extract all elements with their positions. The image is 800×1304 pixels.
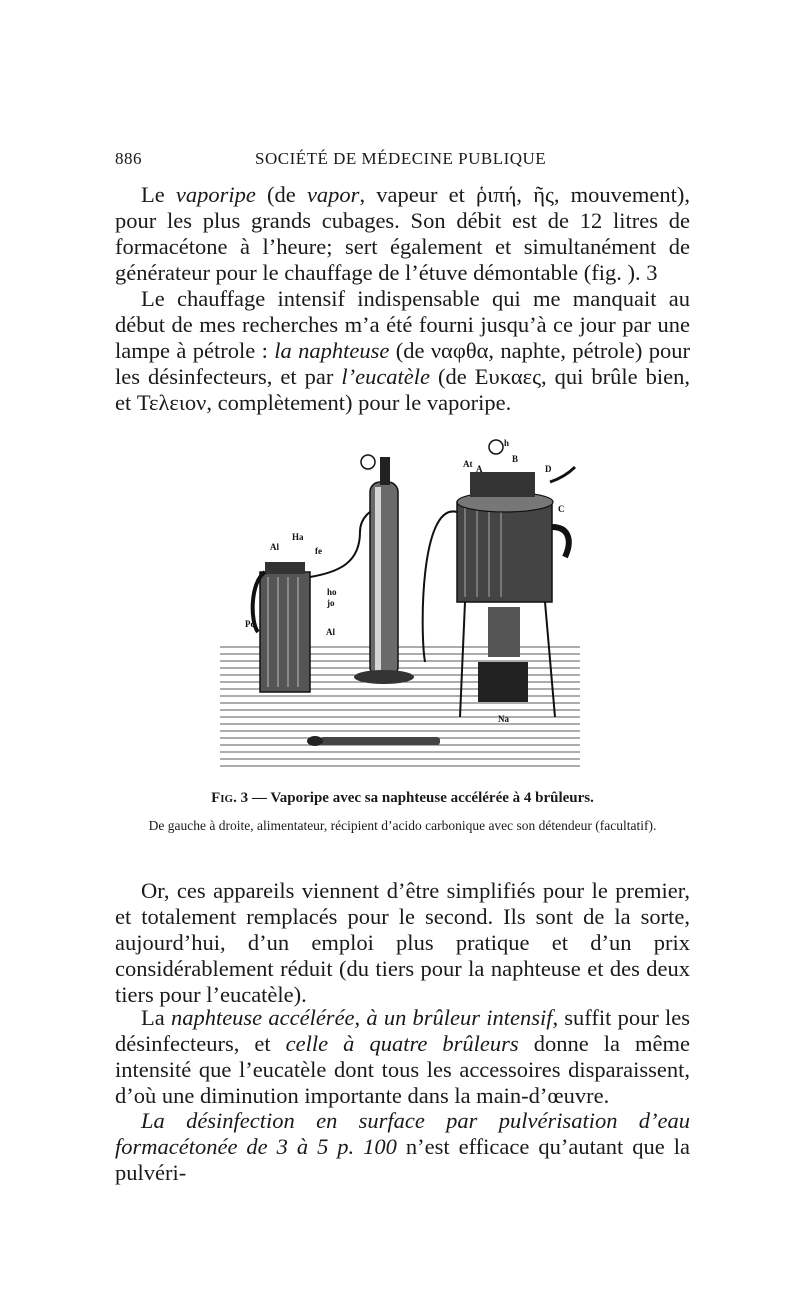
paragraph-vaporipe: Le vaporipe (de vapor, vapeur et ῥιπή, ῆς, mouvement), pour les plus grands cubages. Son débit est de 12 litres de formacétone à l’heure; sert également et simultanément de générateur pour le chauffage de l’étuve démontable (fig. ). 3 [115, 182, 690, 285]
figure-caption-text: De gauche à droite, alimentateur, récipient d’acido carbonique avec son détendeur (facultatif). [148, 818, 657, 833]
text-block-top [115, 182, 690, 416]
label-al: Al [270, 542, 279, 552]
text-block-desinfection [115, 1108, 690, 1186]
label-ha: Ha [292, 532, 304, 542]
figure-caption-title: Fig. 3 — Vaporipe avec sa naphteuse accélérée à 4 brûleurs. [211, 790, 594, 806]
paragraph-or: Or, ces appareils viennent d’être simplifiés pour le premier, et totalement remplacés pour le second. Ils sont de la sorte, aujourd’hui, d’un emploi plus pratique et d’un prix considérablement réduit (du tiers pour la naphteuse et des deux tiers pour l’eucatèle). [115, 878, 690, 1007]
label-al2: Al [326, 627, 335, 637]
label-pc: Pc [245, 619, 255, 629]
pump-tool [307, 736, 440, 746]
label-at: At [463, 459, 473, 469]
page-number: 886 [115, 149, 142, 168]
label-h: h [504, 438, 510, 448]
label-ho: ho [327, 587, 337, 597]
paragraph-naphteuse: La naphteuse accélérée, à un brûleur intensif, suffit pour les désinfecteurs, et celle à quatre brûleurs donne la même intensité que l’eucatèle dont tous les accessoires disparaissent, d’où une diminution importante dans la main-d’œuvre. [115, 1005, 691, 1108]
label-nb: Na [498, 714, 509, 724]
page-header [115, 149, 687, 171]
label-c: C [558, 504, 565, 514]
label-b: B [512, 454, 519, 464]
figure-apparatus [220, 432, 580, 777]
text-block-or [115, 878, 690, 1008]
label-fe: fe [315, 546, 322, 556]
paragraph-desinfection: La désinfection en surface par pulvérisation d’eau formacétonée de 3 à 5 p. 100 n’est efficace qu’autant que la pulvéri- [115, 1108, 690, 1185]
running-title: SOCIÉTÉ DE MÉDECINE PUBLIQUE [255, 149, 547, 168]
label-a: A [476, 464, 483, 474]
paragraph-chauffage: Le chauffage intensif indispensable qui me manquait au début de mes recherches m’a été fourni jusqu’à ce jour par une lampe à pétrole : la naphteuse (de ναφθα, naphte, pétrole) pour les désinfecteurs, et par l’eucatèle (de Ευκαες, qui brûle bien, et Τελειον, complètement) pour le vaporipe. [115, 286, 690, 415]
label-d: D [545, 464, 552, 474]
label-jo: jo [327, 598, 335, 608]
text-block-naphteuse [115, 1005, 690, 1109]
